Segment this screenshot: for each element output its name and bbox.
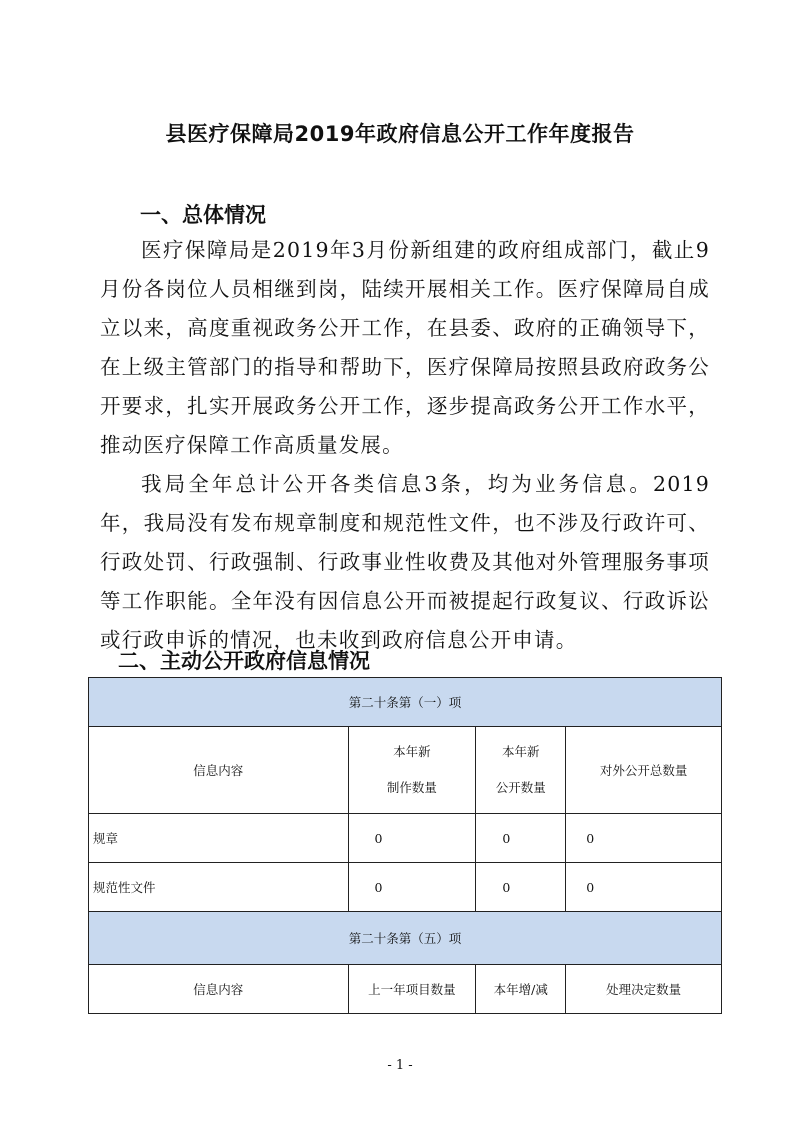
header-new-made-line1: 本年新 [393,744,431,759]
header-new-made [348,727,476,814]
row-value-new-published: 0 [476,814,566,863]
info-table [88,677,722,1014]
paragraph-overview-1: 医疗保障局是2019年3月份新组建的政府组成部门，截止9月份各岗位人员相继到岗，陆续开展相关工作。医疗保障局自成立以来，高度重视政务公开工作，在县委、政府的正确领导下，在上级主管部门的指导和帮助下，医疗保障局按照县政府政务公开要求，扎实开展政务公开工作，逐步提高政务公开工作水平，推动医疗保障工作高质量发展。 [100,238,710,457]
header-info-content: 信息内容 [89,965,349,1014]
header-total-published: 对外公开总数量 [566,727,722,814]
header-info-content: 信息内容 [89,727,349,814]
table-header-row [89,727,722,814]
table-row [89,814,722,863]
header-prev-year-count: 上一年项目数量 [348,965,476,1014]
row-value-total: 0 [566,814,722,863]
row-value-new-made: 0 [348,863,476,912]
table-row [89,863,722,912]
row-value-new-made: 0 [348,814,476,863]
header-new-published-line1: 本年新 [502,744,540,759]
header-change: 本年增/减 [476,965,566,1014]
table-header-row [89,965,722,1014]
section-title-b: 第二十条第（五）项 [89,912,722,965]
section-heading-overview: 一、总体情况 [140,203,266,227]
row-value-new-published: 0 [476,863,566,912]
row-value-total: 0 [566,863,722,912]
section-heading-proactive: 二、主动公开政府信息情况 [118,649,370,673]
section-title-a: 第二十条第（一）项 [89,678,722,727]
document-title: 县医疗保障局2019年政府信息公开工作年度报告 [165,122,635,146]
row-label: 规范性文件 [89,863,349,912]
header-decision-count: 处理决定数量 [566,965,722,1014]
header-new-published [476,727,566,814]
table-section-row [89,678,722,727]
table-section-row [89,912,722,965]
page-number: - 1 - [387,1058,413,1073]
row-label: 规章 [89,814,349,863]
paragraph-overview-2: 我局全年总计公开各类信息3条，均为业务信息。2019年，我局没有发布规章制度和规范性文件，也不涉及行政许可、行政处罚、行政强制、行政事业性收费及其他对外管理服务事项等工作职能。全年没有因信息公开而被提起行政复议、行政诉讼或行政申诉的情况，也未收到政府信息公开申请。 [100,472,710,652]
header-new-made-line2: 制作数量 [386,780,437,795]
header-new-published-line2: 公开数量 [495,780,546,795]
